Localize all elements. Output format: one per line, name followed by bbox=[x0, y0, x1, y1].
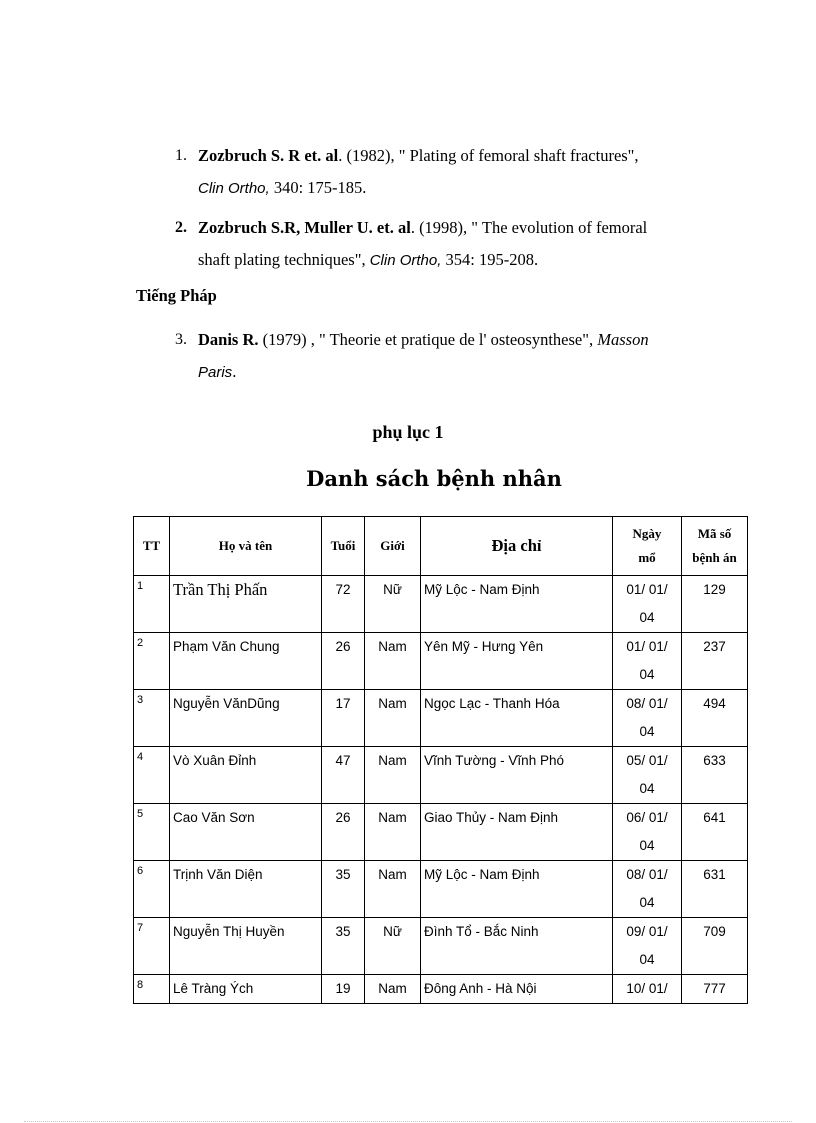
header-sex: Giới bbox=[365, 517, 421, 576]
reference-authors: Zozbruch S.R, Muller U. et. al bbox=[198, 218, 411, 237]
header-tt: TT bbox=[134, 517, 170, 576]
date-line1: 01/ 01/ bbox=[626, 639, 668, 654]
reference-1 bbox=[175, 140, 735, 205]
cell-age: 17 bbox=[322, 690, 365, 747]
reference-journal: Clin Ortho, bbox=[198, 180, 270, 197]
cell-surgery-date bbox=[613, 975, 682, 1004]
header-address: Địa chỉ bbox=[421, 517, 613, 576]
cell-age: 35 bbox=[322, 861, 365, 918]
cell-surgery-date bbox=[613, 918, 682, 975]
date-line1: 05/ 01/ bbox=[626, 753, 668, 768]
cell-tt: 7 bbox=[134, 918, 170, 975]
header-record-number bbox=[682, 517, 748, 576]
reference-pages: 340: 175-185. bbox=[269, 178, 367, 197]
cell-sex: Nam bbox=[365, 633, 421, 690]
cell-address: Mỹ Lộc - Nam Định bbox=[421, 861, 613, 918]
cell-tt: 2 bbox=[134, 633, 170, 690]
cell-sex: Nam bbox=[365, 975, 421, 1004]
cell-record: 633 bbox=[682, 747, 748, 804]
header-record-line2: bệnh án bbox=[692, 550, 737, 565]
date-line2: 04 bbox=[639, 781, 655, 796]
reference-end: . bbox=[232, 362, 237, 381]
cell-surgery-date bbox=[613, 861, 682, 918]
cell-record: 494 bbox=[682, 690, 748, 747]
date-line2: 04 bbox=[639, 895, 655, 910]
table-header-row bbox=[134, 517, 748, 576]
table-row bbox=[134, 690, 748, 747]
cell-surgery-date bbox=[613, 747, 682, 804]
date-line2: 04 bbox=[639, 838, 655, 853]
reference-authors: Zozbruch S. R et. al bbox=[198, 146, 339, 165]
reference-number: 1. bbox=[175, 147, 187, 164]
reference-pages: 354: 195-208. bbox=[441, 250, 539, 269]
cell-name: Trần Thị Phấn bbox=[170, 576, 322, 633]
cell-record: 777 bbox=[682, 975, 748, 1004]
cell-address: Đông Anh - Hà Nội bbox=[421, 975, 613, 1004]
cell-sex: Nam bbox=[365, 861, 421, 918]
reference-3 bbox=[175, 324, 735, 389]
date-line1: 06/ 01/ bbox=[626, 810, 668, 825]
cell-age: 72 bbox=[322, 576, 365, 633]
cell-tt: 8 bbox=[134, 975, 170, 1004]
table-title: Danh sách bệnh nhân bbox=[306, 466, 562, 491]
reference-publisher: Masson bbox=[597, 330, 649, 349]
cell-name: Trịnh Văn Diện bbox=[170, 861, 322, 918]
reference-journal: Clin Ortho, bbox=[369, 252, 442, 269]
date-line2: 04 bbox=[639, 610, 655, 625]
date-line1: 10/ 01/ bbox=[626, 981, 668, 996]
cell-record: 631 bbox=[682, 861, 748, 918]
table-row bbox=[134, 861, 748, 918]
cell-name: Cao Văn Sơn bbox=[170, 804, 322, 861]
reference-authors: Danis R. bbox=[198, 330, 259, 349]
cell-name: Nguyễn VănDũng bbox=[170, 690, 322, 747]
date-line1: 08/ 01/ bbox=[626, 696, 668, 711]
header-date-line1: Ngày bbox=[632, 526, 662, 541]
appendix-heading: phụ lục 1 bbox=[372, 422, 444, 442]
reference-number: 2. bbox=[175, 219, 187, 236]
reference-text bbox=[198, 212, 735, 277]
date-line1: 09/ 01/ bbox=[626, 924, 668, 939]
cell-name: Phạm Văn Chung bbox=[170, 633, 322, 690]
reference-number: 3. bbox=[175, 331, 187, 348]
patient-table bbox=[133, 516, 748, 1004]
cell-age: 26 bbox=[322, 804, 365, 861]
cell-sex: Nam bbox=[365, 690, 421, 747]
cell-record: 237 bbox=[682, 633, 748, 690]
table-row bbox=[134, 918, 748, 975]
cell-age: 35 bbox=[322, 918, 365, 975]
cell-record: 641 bbox=[682, 804, 748, 861]
reference-title: (1979) , " Theorie et pratique de l' osteosynthese", bbox=[258, 330, 594, 349]
cell-name: Lê Tràng Ých bbox=[170, 975, 322, 1004]
table-row bbox=[134, 633, 748, 690]
reference-title: . (1998), " The evolution of femoral bbox=[410, 218, 648, 237]
cell-address: Yên Mỹ - Hưng Yên bbox=[421, 633, 613, 690]
reference-city: Paris bbox=[198, 364, 233, 381]
reference-text bbox=[198, 324, 735, 389]
header-name: Họ và tên bbox=[170, 517, 322, 576]
cell-sex: Nữ bbox=[365, 918, 421, 975]
cell-surgery-date bbox=[613, 804, 682, 861]
cell-address: Đình Tổ - Bắc Ninh bbox=[421, 918, 613, 975]
cell-surgery-date bbox=[613, 576, 682, 633]
date-line1: 01/ 01/ bbox=[626, 582, 668, 597]
header-record-line1: Mã số bbox=[697, 526, 732, 541]
section-heading: Tiếng Pháp bbox=[136, 286, 217, 305]
table-row bbox=[134, 804, 748, 861]
reference-2 bbox=[175, 212, 735, 277]
date-line1: 08/ 01/ bbox=[626, 867, 668, 882]
cell-address: Mỹ Lộc - Nam Định bbox=[421, 576, 613, 633]
cell-tt: 4 bbox=[134, 747, 170, 804]
header-surgery-date bbox=[613, 517, 682, 576]
reference-title: . (1982), " Plating of femoral shaft fractures", bbox=[338, 146, 639, 165]
cell-record: 709 bbox=[682, 918, 748, 975]
header-age: Tuổi bbox=[322, 517, 365, 576]
date-line2: 04 bbox=[639, 724, 655, 739]
cell-address: Vĩnh Tường - Vĩnh Phó bbox=[421, 747, 613, 804]
reference-text bbox=[198, 140, 735, 205]
cell-sex: Nam bbox=[365, 804, 421, 861]
cell-address: Giao Thủy - Nam Định bbox=[421, 804, 613, 861]
cell-tt: 6 bbox=[134, 861, 170, 918]
cell-address: Ngọc Lạc - Thanh Hóa bbox=[421, 690, 613, 747]
reference-title-cont: shaft plating techniques", bbox=[198, 250, 370, 269]
cell-surgery-date bbox=[613, 633, 682, 690]
cell-record: 129 bbox=[682, 576, 748, 633]
cell-tt: 1 bbox=[134, 576, 170, 633]
cell-tt: 3 bbox=[134, 690, 170, 747]
cell-age: 19 bbox=[322, 975, 365, 1004]
cell-name: Nguyễn Thị Huyền bbox=[170, 918, 322, 975]
cell-surgery-date bbox=[613, 690, 682, 747]
cell-tt: 5 bbox=[134, 804, 170, 861]
cell-age: 47 bbox=[322, 747, 365, 804]
date-line2: 04 bbox=[639, 667, 655, 682]
table-row bbox=[134, 975, 748, 1004]
cell-name: Vò Xuân Đỉnh bbox=[170, 747, 322, 804]
page-bottom-divider bbox=[24, 1121, 792, 1122]
cell-age: 26 bbox=[322, 633, 365, 690]
cell-sex: Nam bbox=[365, 747, 421, 804]
table-row bbox=[134, 576, 748, 633]
cell-sex: Nữ bbox=[365, 576, 421, 633]
table-row bbox=[134, 747, 748, 804]
date-line2: 04 bbox=[639, 952, 655, 967]
header-date-line2: mổ bbox=[638, 550, 656, 565]
